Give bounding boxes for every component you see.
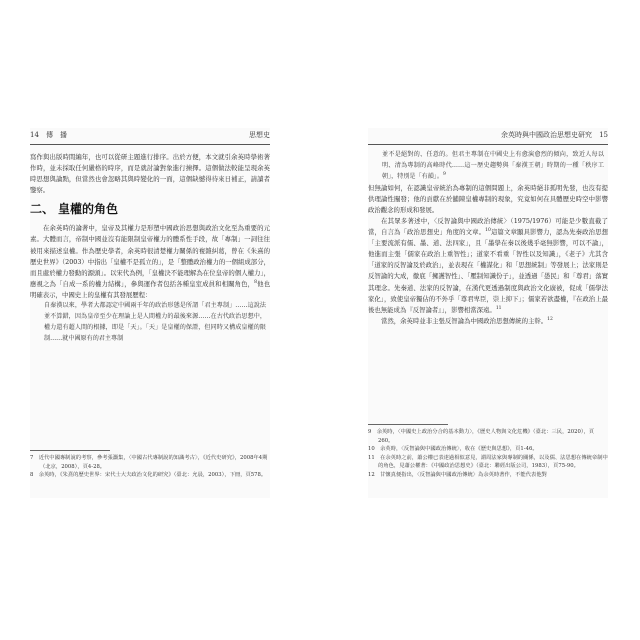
left-running-head <box>30 128 270 145</box>
footnote-number: 11 <box>368 454 375 461</box>
paragraph <box>30 223 270 301</box>
footnote-text: 甘懷真便指出，〈反智論與中國政治傳統〉為余英時著作，不能代表他對 <box>380 471 547 478</box>
paragraph <box>368 316 608 327</box>
section-heading <box>30 200 270 218</box>
left-body-text <box>30 152 270 345</box>
footnote-number: 7 <box>30 455 34 461</box>
right-page-number: 15 <box>599 131 608 139</box>
footnote-rule <box>368 424 448 425</box>
footnote-text: 余英時，〈中國史上政治分合的基本動力〉，《歷史人物與文化危機》（臺北：三民，2020），頁260。 <box>376 429 595 444</box>
footnote <box>368 454 608 471</box>
section-title: 皇權的角色 <box>58 201 119 216</box>
footnote-mark: 10 <box>485 227 491 233</box>
right-body-text <box>368 150 608 327</box>
footnote <box>368 428 608 445</box>
paragraph-text: 在余英時的論著中，皇帝及其權力是形塑中國政治思想與政治文化至為重要的元素。大體而言，帝制中國並沒有能限制皇帝權力的體系性手段，故「專制」一詞往往被用來描述皇權。 <box>30 224 270 255</box>
footnote-number: 12 <box>368 471 375 478</box>
footnote-mark: 11 <box>495 305 502 311</box>
footnote-mark: 8 <box>254 279 257 285</box>
footnote-rule <box>30 450 110 451</box>
quote-text: 並不是絕對的、任意的。但君主專制在中國史上有愈演愈烈的傾向，致近人每以明、清為專制的高峰時代……這一歷史趨勢與「秦漢王朝」時期的一種「秩序工朝」，特別是「有韻」。 <box>382 151 604 180</box>
right-running-title: 余英時與中國政治思想史研究 <box>501 131 592 139</box>
footnote-number: 9 <box>368 429 372 435</box>
footnote-number: 10 <box>368 446 375 453</box>
left-running-right: 思想史 <box>249 131 270 139</box>
left-page-number: 14 <box>30 131 39 139</box>
paragraph <box>368 216 608 316</box>
footnote-text: 余英時，〈反智論與中國政治傳統〉，收在《歷史與思想》，頁1-46。 <box>380 446 538 453</box>
footnote <box>368 445 608 454</box>
footnote-mark: 9 <box>442 171 446 177</box>
footnote-number: 8 <box>30 472 34 479</box>
left-footnotes <box>30 454 270 480</box>
paragraph-text: 在其眾多著述中，〈反智論與中國政治傳統〉（1975/1976）可能是少數直截了當，自言為「政治思想史」角度的文章。 <box>368 217 608 237</box>
paragraph-text: 他也明確表示，中國史上的皇權有其發展歷程： <box>30 279 270 299</box>
footnote <box>30 471 270 480</box>
footnote-text: 余英時，《朱熹的歷史世界：宋代士大夫政治文化的研究》（臺北：允晨，2003），下冊，頁578。 <box>38 472 267 479</box>
right-footnotes <box>368 428 608 480</box>
footnote <box>368 471 608 480</box>
block-quote: 自秦漢以來，學者大都認定中國兩千年的政治形態是所謂「君主專制」……這說法並不算錯，因為皇帝至少在理論上是人間權力的最後來源……在古代政治思想中，權力還有超人間的根據，即是「天」。「天」是皇權的保證，但同時又構成皇權的限制……就中國原有的君主專制 <box>44 302 266 342</box>
footnote-text: 在余英時之前，蕭公權已表達過相似意見，謂周法家與專制的關係，以及儒、法思想在傳統帝制中的角色，見蕭公權著：《中國政治思想史》（臺北：聯經出版公司，1983），頁75-90。 <box>378 454 608 470</box>
footnote-mark: 12 <box>547 316 553 322</box>
paragraph: 寫作與出版時間編年，也可以從研主題進行排序。出於方便，本文就引余英時學術著作時，並未採取任何嚴格的時序，而是就討論對象進行揀擇。這個做法較能呈現余英時思想與論點，但當然也會忽略其與時變化的一面，這個缺憾得待來日補正，請讀者鑒察。 <box>30 153 270 195</box>
left-page <box>30 128 270 498</box>
footnote-text: 近代中國專制說的考察，參考張灝集，〈中國古代專制說的知識考古〉，《近代史研究》，2008年4期（北京，2008），頁4-28。 <box>38 455 268 470</box>
block-quote-continued <box>382 150 604 183</box>
paragraph-text: 作為歷史學者，余英時很清楚權力關係的複雜糾葛，曾在《朱熹的歷史世界》（2003）中指出「皇權不是孤立的」，是「整體政治權力的一個組成部分，而且處於權力發動的源頭」。以宋代為例，「皇權決不能理解為在位皇帝的個人權力」，應視之為「自成一系的權力結構」，參與運作者包括各種皇室成員和相關角色， <box>30 246 271 288</box>
paragraph: 但無論如何，在認識皇帝統治為專制的這個問題上，余英時絕非孤明先發，也沒有提供理論性闡發；他的貢獻在於舖陳皇權專制的現象，究竟如何在具體歷史時空中影響政治觀念的形成和發展。 <box>368 183 608 214</box>
left-running-title: 傳 播 <box>46 131 67 139</box>
right-running-head <box>368 128 608 145</box>
footnote <box>30 454 270 471</box>
paragraph-text: 當然，余英時並非主張反智論為中國政治思想傳統的主幹。 <box>381 316 548 325</box>
paragraph-text: 這篇文章顯具影響力，認為先秦政治思想「主要流派有儒、墨、道、法四家」，且「墨學在秦以後幾乎毫無影響，可以不論」，他進而主張「儒家在政治上重智性」；道家不看重「智性以及知識」，《老子》尤其含「道家的反智論及於政治」，並表現在「權謀化」和「思想統制」等發展上；法家則是反智論的大成，徹底「擁護智性」、「壓制知識份子」，並透過「愚民」和「尊君」落實其理念。先秦道、法家的反智論，在漢代更透過制度與政治文化廣被，促成「儒學法家化」，致使皇帝獨佔的不外乎「尊君卑臣，崇上抑下」；儒家若欲盡權，『在政治上最後也無能成為『反智論者』」，影響相當深遠。 <box>368 228 609 314</box>
right-page <box>368 128 608 498</box>
section-number: 二、 <box>30 201 55 216</box>
